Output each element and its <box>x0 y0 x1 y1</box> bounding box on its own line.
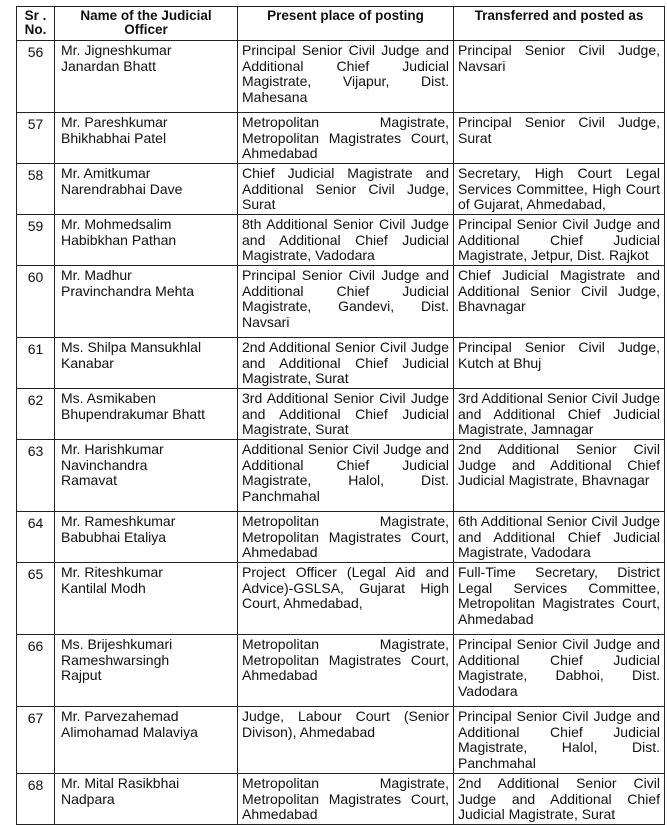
sr-no-cell: 65 <box>17 563 55 635</box>
officer-name-cell <box>55 164 238 215</box>
table-row <box>17 338 665 389</box>
present-posting-cell: Additional Senior Civil Judge and Additional Chief Judicial Magistrate, Halol, Dist. Panchmahal <box>238 440 454 512</box>
table-row <box>17 389 665 440</box>
officer-name-line: Mr. Rameshkumar <box>61 513 176 529</box>
transferred-posting-cell: 2nd Additional Senior Civil Judge and Additional Chief Judicial Magistrate, Bhavnagar <box>454 440 665 512</box>
sr-no-cell: 61 <box>17 338 55 389</box>
sr-no-cell: 56 <box>17 41 55 113</box>
officer-name-line: Pravinchandra Mehta <box>61 282 195 299</box>
officer-name-cell <box>55 774 238 825</box>
officer-name-line: Kanabar <box>61 354 114 371</box>
sr-no-cell: 66 <box>17 635 55 707</box>
officer-name-line: Mr. Mital Rasikbhai <box>61 775 180 791</box>
table-header-row <box>17 7 665 41</box>
officer-name-line: Mr. Jigneshkumar <box>61 42 172 58</box>
sr-no-cell: 58 <box>17 164 55 215</box>
officer-name-cell <box>55 440 238 512</box>
officer-name-line: Navinchandra <box>61 456 148 473</box>
table-row <box>17 41 665 113</box>
table-row <box>17 440 665 512</box>
officer-name-cell <box>55 215 238 266</box>
sr-no-cell: 67 <box>17 707 55 774</box>
transfer-table <box>16 6 665 825</box>
officer-name-cell <box>55 338 238 389</box>
transferred-posting-cell: Principal Senior Civil Judge, Navsari <box>454 41 665 113</box>
table-row <box>17 113 665 164</box>
present-posting-cell: Metropolitan Magistrate, Metropolitan Magistrates Court, Ahmedabad <box>238 512 454 563</box>
transferred-posting-cell: Principal Senior Civil Judge, Kutch at Bhuj <box>454 338 665 389</box>
transferred-posting-cell: Chief Judicial Magistrate and Additional Senior Civil Judge, Bhavnagar <box>454 266 665 338</box>
transferred-posting-cell: Principal Senior Civil Judge, Surat <box>454 113 665 164</box>
officer-name-line: Ms. Shilpa Mansukhlal <box>61 339 202 355</box>
officer-name-line: Mr. Mohmedsalim <box>61 216 172 232</box>
officer-name-line: Rajput <box>61 667 102 683</box>
sr-no-cell: 59 <box>17 215 55 266</box>
table-row <box>17 512 665 563</box>
officer-name-line: Narendrabhai Dave <box>61 180 183 197</box>
officer-name-line: Bhupendrakumar Bhatt <box>61 405 205 422</box>
transferred-posting-cell: Principal Senior Civil Judge and Additional Chief Judicial Magistrate, Halol, Dist. Panchmahal <box>454 707 665 774</box>
header-present-posting: Present place of posting <box>238 7 454 41</box>
table-row <box>17 215 665 266</box>
header-sr-no <box>17 7 55 41</box>
transferred-posting-cell: 3rd Additional Senior Civil Judge and Additional Chief Judicial Magistrate, Jamnagar <box>454 389 665 440</box>
officer-name-line: Mr. Parvezahemad <box>61 708 179 724</box>
table-row <box>17 707 665 774</box>
officer-name-line: Mr. Madhur <box>61 267 132 283</box>
officer-name-cell <box>55 635 238 707</box>
present-posting-cell: Metropolitan Magistrate, Metropolitan Magistrates Court, Ahmedabad <box>238 635 454 707</box>
officer-name-cell <box>55 113 238 164</box>
present-posting-cell: Principal Senior Civil Judge and Additional Chief Judicial Magistrate, Vijapur, Dist. Mahesana <box>238 41 454 113</box>
transferred-posting-cell: Secretary, High Court Legal Services Committee, High Court of Gujarat, Ahmedabad, <box>454 164 665 215</box>
officer-name-cell <box>55 41 238 113</box>
officer-name-line: Mr. Amitkumar <box>61 165 151 181</box>
officer-name-line: Alimohamad Malaviya <box>61 723 198 740</box>
officer-name-line: Mr. Pareshkumar <box>61 114 168 130</box>
officer-name-line: Ms. Brijeshkumari <box>61 636 173 652</box>
officer-name-line: Habibkhan Pathan <box>61 231 177 248</box>
officer-name-line: Bhikhabhai Patel <box>61 129 167 146</box>
table-row <box>17 164 665 215</box>
officer-name-line: Babubhai Etaliya <box>61 528 167 545</box>
present-posting-cell: Metropolitan Magistrate, Metropolitan Magistrates Court, Ahmedabad <box>238 113 454 164</box>
sr-no-cell: 62 <box>17 389 55 440</box>
sr-no-cell: 64 <box>17 512 55 563</box>
present-posting-cell: Principal Senior Civil Judge and Additional Chief Judicial Magistrate, Gandevi, Dist. Navsari <box>238 266 454 338</box>
officer-name-line: Nadpara <box>61 790 115 807</box>
table-row <box>17 563 665 635</box>
header-transferred-as: Transferred and posted as <box>454 7 665 41</box>
present-posting-cell: Project Officer (Legal Aid and Advice)-GSLSA, Gujarat High Court, Ahmedabad, <box>238 563 454 635</box>
officer-name-line: Mr. Harishkumar <box>61 441 164 457</box>
transferred-posting-cell: 6th Additional Senior Civil Judge and Additional Chief Judicial Magistrate, Vadodara <box>454 512 665 563</box>
officer-name-line: Ms. Asmikaben <box>61 390 156 406</box>
officer-name-line: Kantilal Modh <box>61 579 146 596</box>
present-posting-cell: 2nd Additional Senior Civil Judge and Additional Chief Judicial Magistrate, Surat <box>238 338 454 389</box>
header-name-line-2: Judicial Officer <box>124 8 212 37</box>
present-posting-cell: 3rd Additional Senior Civil Judge and Additional Chief Judicial Magistrate, Surat <box>238 389 454 440</box>
present-posting-cell: Judge, Labour Court (Senior Divison), Ahmedabad <box>238 707 454 774</box>
officer-name-cell <box>55 389 238 440</box>
table-row <box>17 774 665 825</box>
sr-no-cell: 60 <box>17 266 55 338</box>
transferred-posting-cell: 2nd Additional Senior Civil Judge and Additional Chief Judicial Magistrate, Surat <box>454 774 665 825</box>
table-row <box>17 635 665 707</box>
officer-name-cell <box>55 266 238 338</box>
present-posting-cell: 8th Additional Senior Civil Judge and Additional Chief Judicial Magistrate, Vadodara <box>238 215 454 266</box>
header-name-line-1: Name of the <box>80 8 158 23</box>
sr-no-cell: 63 <box>17 440 55 512</box>
table-body <box>17 41 665 825</box>
officer-name-line: Mr. Riteshkumar <box>61 564 163 580</box>
sr-no-cell: 68 <box>17 774 55 825</box>
officer-name-line: Janardan Bhatt <box>61 57 156 74</box>
sr-no-cell: 57 <box>17 113 55 164</box>
transferred-posting-cell: Full-Time Secretary, District Legal Services Committee, Metropolitan Magistrates Court, Ahmedabad <box>454 563 665 635</box>
officer-name-line: Rameshwarsingh <box>61 651 170 668</box>
present-posting-cell: Chief Judicial Magistrate and Additional Senior Civil Judge, Surat <box>238 164 454 215</box>
officer-name-cell <box>55 707 238 774</box>
transferred-posting-cell: Principal Senior Civil Judge and Additional Chief Judicial Magistrate, Jetpur, Dist. Rajkot <box>454 215 665 266</box>
transferred-posting-cell: Principal Senior Civil Judge and Additional Chief Judicial Magistrate, Dabhoi, Dist. Vadodara <box>454 635 665 707</box>
officer-name-cell <box>55 563 238 635</box>
officer-name-line: Ramavat <box>61 472 118 488</box>
header-officer-name <box>55 7 238 41</box>
officer-name-cell <box>55 512 238 563</box>
header-sr-line-1: Sr . <box>24 8 47 23</box>
table-row <box>17 266 665 338</box>
present-posting-cell: Metropolitan Magistrate, Metropolitan Magistrates Court, Ahmedabad <box>238 774 454 825</box>
header-sr-line-2: No. <box>24 22 47 37</box>
